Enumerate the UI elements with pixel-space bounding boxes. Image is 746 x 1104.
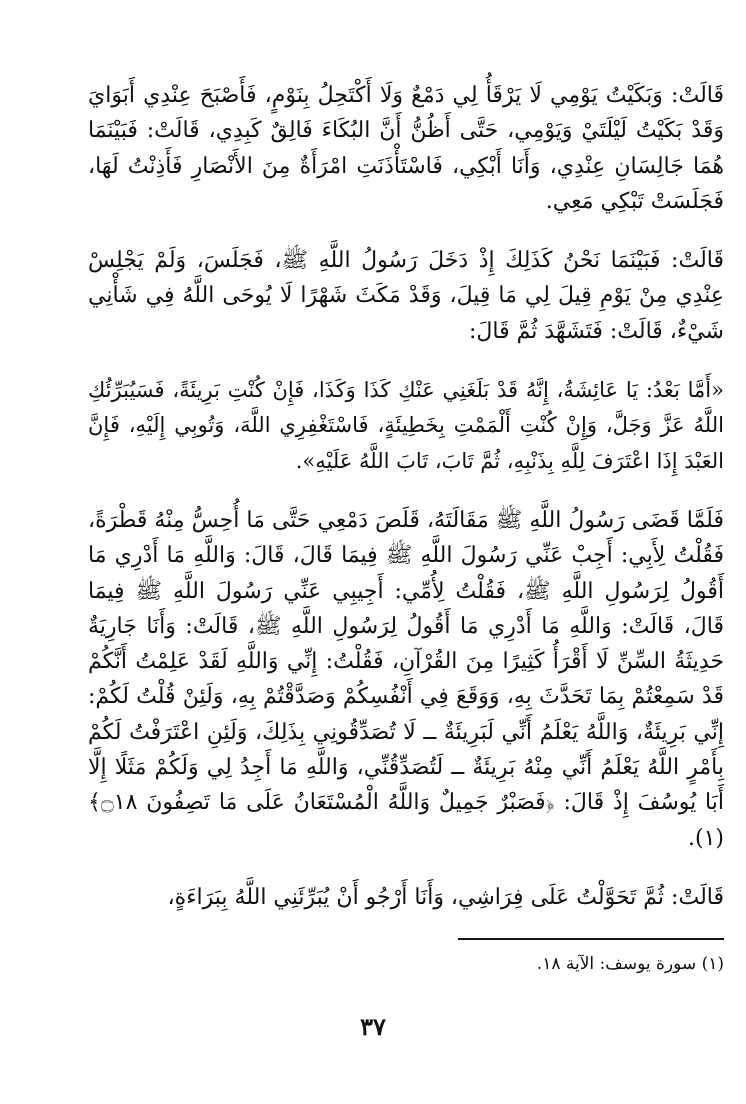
- paragraph-2: قَالَتْ: فَبَيْنَمَا نَحْنُ كَذَلِكَ إِذْ دَخَلَ رَسُولُ اللَّهِ ﷺ، فَجَلَسَ، وَلَمْ يَجْلِسْ عِنْدِي مِنْ يَوْمِ قِيلَ لِي مَا قِيلَ، وَقَدْ مَكَثَ شَهْرًا لَا يُوحَى اللَّهُ فِي شَأْنِي شَيْءٌ، قَالَتْ: فَتَشَهَّدَ ثُمَّ قَالَ:: [88, 248, 724, 344]
- page-number: ٣٧: [360, 1012, 386, 1041]
- hadith-quote-paragraph: «أَمَّا بَعْدُ: يَا عَائِشَةُ، إِنَّهُ قَدْ بَلَغَنِي عَنْكِ كَذَا وَكَذَا، فَإِنْ كُنْتِ بَرِيئَةً، فَسَيُبَرِّئُكِ اللَّهُ عَزَّ وَجَلَّ، وَإِنْ كُنْتِ أَلْمَمْتِ بِخَطِيئَةٍ، فَاسْتَغْفِرِي اللَّهَ، وَتُوبِي إِلَيْهِ، فَإِنَّ العَبْدَ إِذَا اعْتَرَفَ لِلَّهِ بِذَنْبِهِ، ثُمَّ تَابَ، تَابَ اللَّهُ عَلَيْهِ».: [88, 378, 724, 473]
- paragraph-5: قَالَتْ: ثُمَّ تَحَوَّلْتُ عَلَى فِرَاشِي، وَأَنَا أَرْجُو أَنْ يُبَرِّئَنِي اللَّهُ بِبَرَاءَةٍ،: [167, 884, 724, 910]
- footnote-divider: [458, 938, 724, 940]
- paragraph-4: فَلَمَّا قَضَى رَسُولُ اللَّهِ ﷺ مَقَالَتَهُ، قَلَصَ دَمْعِي حَتَّى مَا أُحِسُّ مِنْهُ قَطْرَةً، فَقُلْتُ لِأَبِي: أَجِبْ عَنِّي رَسُولَ اللَّهِ ﷺ فِيمَا قَالَ، قَالَ: وَاللَّهِ مَا أَدْرِي مَا أَقُولُ لِرَسُولِ اللَّهِ ﷺ، فَقُلْتُ لِأُمِّي: أَجِيبِي عَنِّي رَسُولَ اللَّهِ ﷺ فِيمَا قَالَ، قَالَتْ: وَاللَّهِ مَا أَدْرِي مَا أَقُولُ لِرَسُولِ اللَّهِ ﷺ، قَالَتْ: وَأَنَا جَارِيَةٌ حَدِيثَةُ السِّنِّ لَا أَقْرَأُ كَثِيرًا مِنَ القُرْآنِ، فَقُلْتُ: إِنِّي وَاللَّهِ لَقَدْ عَلِمْتُ أَنَّكُمْ قَدْ سَمِعْتُمْ بِمَا تَحَدَّثَ بِهِ، وَوَقَعَ فِي أَنْفُسِكُمْ وَصَدَّقْتُمْ بِهِ، وَلَئِنْ قُلْتُ لَكُمْ: إِنِّي بَرِيئَةٌ، وَاللَّهُ يَعْلَمُ أَنِّي لَبَرِيئَةٌ ــ لَا تُصَدِّقُونِي بِذَلِكَ، وَلَئِنِ اعْتَرَفْتُ لَكُمْ بِأَمْرٍ اللَّهُ يَعْلَمُ أَنِّي مِنْهُ بَرِيئَةٌ ــ لَتُصَدِّقُنِّي، وَاللَّهِ مَا أَجِدُ لِي وَلَكُمْ مَثَلًا إِلَّا أَبَا يُوسُفَ إِذْ قَالَ: ﴿فَصَبْرٌ جَمِيلٌ وَاللَّهُ الْمُسْتَعَانُ عَلَى مَا تَصِفُونَ ۝١٨﴾(١).: [88, 507, 724, 851]
- paragraph-1: قَالَتْ: وَبَكَيْتُ يَوْمِي لَا يَرْقَأُ لِي دَمْعٌ وَلَا أَكْتَحِلُ بِنَوْمٍ، فَأَصْبَحَ عِنْدِي أَبَوَايَ وَقَدْ بَكَيْتُ لَيْلَتَيْ وَيَوْمِي، حَتَّى أَظُنُّ أَنَّ البُكَاءَ فَالِقٌ كَبِدِي، قَالَتْ: فَبَيْنَمَا هُمَا جَالِسَانِ عِنْدِي، وَأَنَا أَبْكِي، فَاسْتَأْذَنَتِ امْرَأَةٌ مِنَ الأَنْصَارِ فَأَذِنْتُ لَهَا، فَجَلَسَتْ تَبْكِي مَعِي.: [88, 83, 724, 214]
- page-body: [88, 78, 724, 915]
- footnote: (١) سورة يوسف: الآية ١٨.: [536, 954, 724, 974]
